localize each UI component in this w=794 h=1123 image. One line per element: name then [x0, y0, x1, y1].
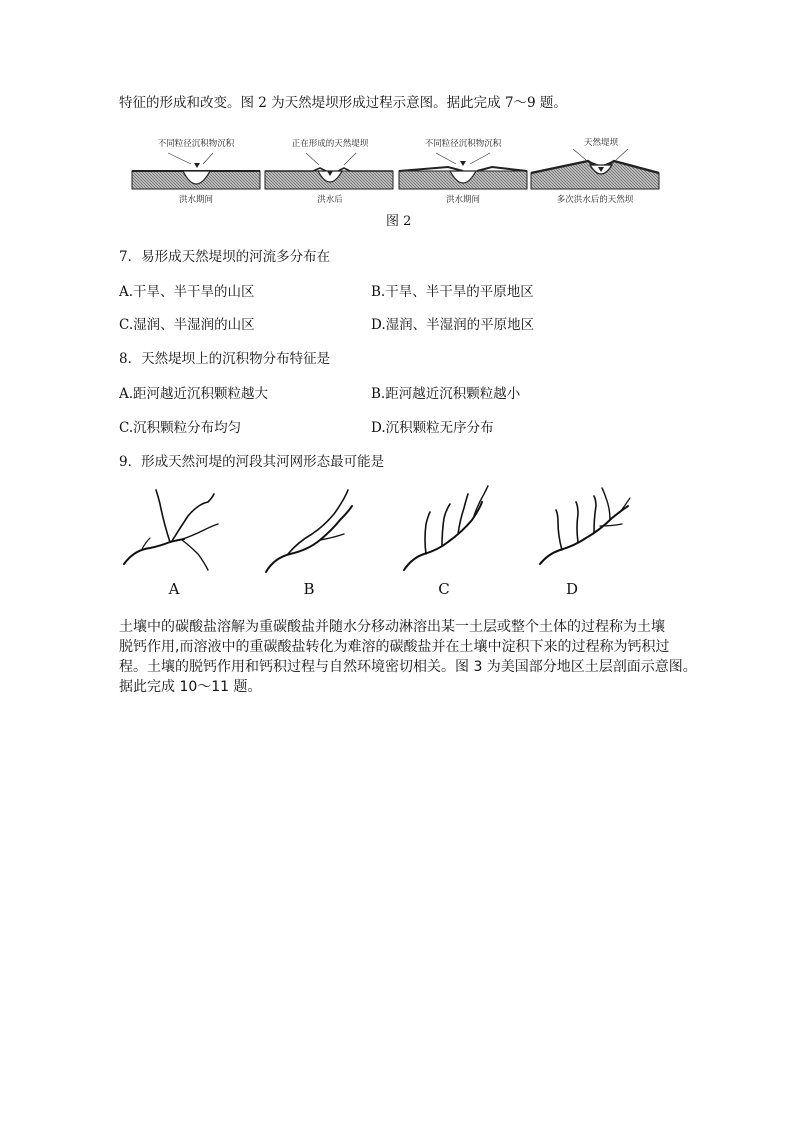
figure-2-caption: 图 2: [386, 214, 412, 229]
question-7-option-a[interactable]: A.干旱、半干旱的山区: [119, 284, 255, 300]
soil-paragraph-line-2: 脱钙作用,而溶液中的重碳酸盐转化为难溶的碳酸盐并在土壤中淀积下来的过程称为钙积过: [119, 639, 670, 655]
question-7-option-c[interactable]: C.湿润、半湿润的山区: [119, 317, 255, 333]
panel-3-top-label: 不同粒径沉积物沉积: [424, 139, 502, 149]
soil-paragraph-line-3: 程。土壤的脱钙作用和钙积过程与自然环境密切相关。图 3 为美国部分地区土层剖面示意图。: [119, 659, 697, 675]
river-label-d: D: [565, 580, 579, 598]
river-label-b: B: [303, 580, 315, 598]
river-network-c: [404, 486, 488, 598]
panel-2-bottom-label: 洪水后: [317, 195, 343, 205]
panel-4-bottom-label: 多次洪水后的天然坝: [556, 195, 634, 205]
river-network-figure: [112, 484, 652, 604]
question-8-option-b[interactable]: B.距河越近沉积颗粒越小: [371, 386, 521, 402]
river-label-a: A: [168, 580, 180, 598]
question-7-option-b[interactable]: B.干旱、半干旱的平原地区: [371, 284, 534, 300]
soil-paragraph: [119, 617, 697, 697]
figure-2-levee-diagram: [128, 131, 668, 211]
intro-text: 特征的形成和改变。图 2 为天然堤坝形成过程示意图。据此完成 7～9 题。: [119, 95, 567, 111]
question-8-stem: 8．天然堤坝上的沉积物分布特征是: [119, 351, 331, 367]
panel-1: [132, 138, 260, 205]
panel-1-top-label: 不同粒径沉积物沉积: [157, 139, 235, 149]
panel-2: [265, 138, 393, 205]
river-label-c: C: [438, 580, 450, 598]
soil-paragraph-line-4: 据此完成 10～11 题。: [119, 679, 262, 695]
panel-4: [531, 137, 659, 205]
soil-paragraph-line-1: 土壤中的碳酸盐溶解为重碳酸盐并随水分移动淋溶出某一土层或整个土体的过程称为土壤: [119, 619, 665, 635]
panel-4-top-label: 天然堤坝: [583, 138, 619, 148]
question-8-option-c[interactable]: C.沉积颗粒分布均匀: [119, 420, 242, 436]
question-7-stem: 7．易形成天然堤坝的河流多分布在: [119, 249, 331, 265]
panel-1-bottom-label: 洪水期间: [178, 195, 214, 205]
question-8-option-d[interactable]: D.沉积颗粒无序分布: [371, 420, 494, 436]
river-network-b: [266, 490, 352, 598]
panel-3: [399, 138, 527, 205]
question-9-stem: 9．形成天然河堤的河段其河网形态最可能是: [119, 454, 385, 470]
panel-2-top-label: 正在形成的天然堤坝: [291, 139, 369, 149]
question-8-option-a[interactable]: A.距河越近沉积颗粒越大: [119, 386, 269, 402]
river-network-a: [124, 490, 218, 598]
river-network-d: [540, 488, 630, 598]
question-7-option-d[interactable]: D.湿润、半湿润的平原地区: [371, 317, 535, 333]
panel-3-bottom-label: 洪水期间: [445, 195, 481, 205]
